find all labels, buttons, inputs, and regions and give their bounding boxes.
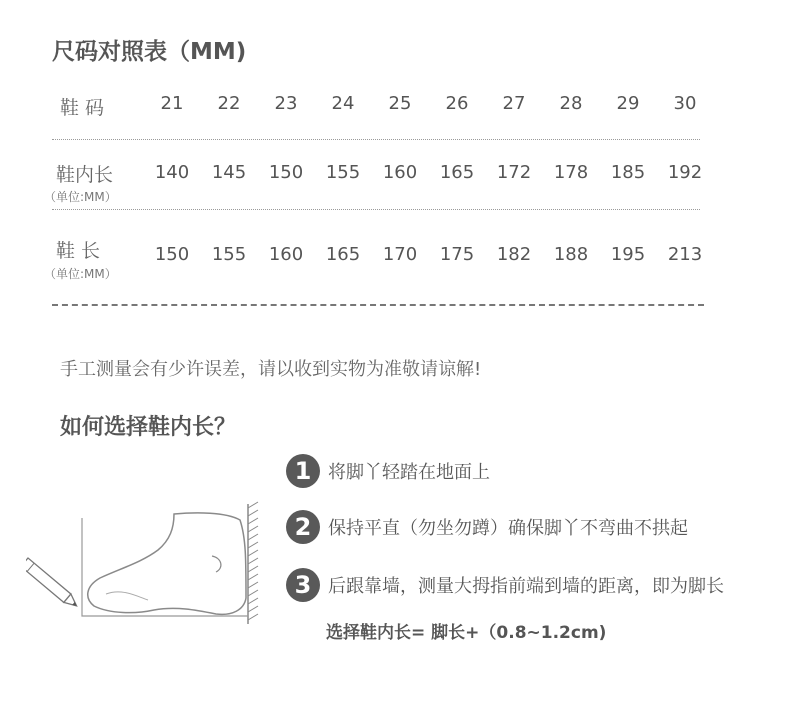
length-cell: 195 bbox=[610, 244, 646, 265]
step-number-badge: 2 bbox=[286, 510, 320, 544]
step-3 bbox=[286, 566, 724, 604]
step-text: 保持平直（勿坐勿蹲）确保脚丫不弯曲不拱起 bbox=[328, 518, 688, 539]
length-cell: 165 bbox=[325, 244, 361, 265]
inner-length-cell: 155 bbox=[325, 162, 361, 183]
inner-length-cell: 140 bbox=[154, 162, 190, 183]
size-cell: 24 bbox=[331, 93, 355, 114]
inner-length-cell: 172 bbox=[496, 162, 532, 183]
length-cell: 182 bbox=[496, 244, 532, 265]
length-cell: 213 bbox=[667, 244, 703, 265]
size-cell: 23 bbox=[274, 93, 298, 114]
size-cell: 22 bbox=[217, 93, 241, 114]
length-unit: （单位:MM） bbox=[44, 267, 117, 281]
size-cell: 25 bbox=[388, 93, 412, 114]
length-cell: 155 bbox=[211, 244, 247, 265]
step-number-badge: 1 bbox=[286, 454, 320, 488]
inner-length-cell: 150 bbox=[268, 162, 304, 183]
inner-length-label: 鞋内长 bbox=[56, 164, 114, 186]
inner-length-cell: 145 bbox=[211, 162, 247, 183]
step-text: 后跟靠墙，测量大拇指前端到墙的距离，即为脚长 bbox=[328, 576, 724, 597]
inner-length-cell: 192 bbox=[667, 162, 703, 183]
size-cell: 21 bbox=[160, 93, 184, 114]
length-cell: 188 bbox=[553, 244, 589, 265]
size-row-label: 鞋 码 bbox=[60, 97, 105, 119]
pencil-icon bbox=[26, 558, 80, 610]
length-label: 鞋 长 bbox=[56, 240, 101, 262]
size-cell: 29 bbox=[616, 93, 640, 114]
row-divider bbox=[52, 139, 700, 140]
size-cell: 27 bbox=[502, 93, 526, 114]
size-cell: 28 bbox=[559, 93, 583, 114]
step-1 bbox=[286, 452, 490, 490]
length-cell: 160 bbox=[268, 244, 304, 265]
inner-length-cell: 178 bbox=[553, 162, 589, 183]
length-cell: 175 bbox=[439, 244, 475, 265]
table-bottom-divider bbox=[52, 304, 704, 306]
size-cell: 30 bbox=[673, 93, 697, 114]
inner-length-cell: 185 bbox=[610, 162, 646, 183]
inner-length-cell: 165 bbox=[439, 162, 475, 183]
row-divider bbox=[52, 209, 700, 210]
step-text: 将脚丫轻踏在地面上 bbox=[328, 462, 490, 483]
step-number-badge: 3 bbox=[286, 568, 320, 602]
formula-text: 选择鞋内长= 脚长+（0.8~1.2cm) bbox=[326, 623, 607, 643]
foot-outline bbox=[88, 513, 246, 614]
step-2 bbox=[286, 508, 688, 546]
length-cell: 170 bbox=[382, 244, 418, 265]
inner-length-unit: （单位:MM） bbox=[44, 190, 117, 204]
wall-hatching bbox=[248, 502, 258, 620]
howto-title: 如何选择鞋内长？ bbox=[60, 415, 237, 440]
foot-measure-illustration bbox=[26, 498, 266, 630]
measurement-note: 手工测量会有少许误差，请以收到实物为准敬请谅解! bbox=[60, 359, 482, 380]
length-cell: 150 bbox=[154, 244, 190, 265]
size-cell: 26 bbox=[445, 93, 469, 114]
inner-length-cell: 160 bbox=[382, 162, 418, 183]
page-title: 尺码对照表（MM) bbox=[52, 39, 247, 65]
